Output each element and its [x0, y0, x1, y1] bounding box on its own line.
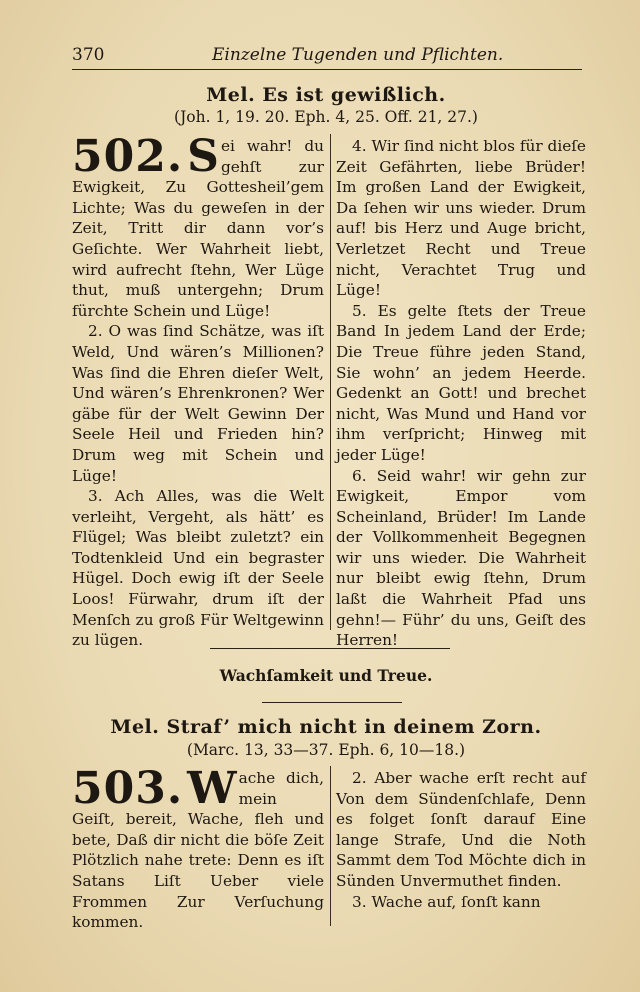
column-divider-502 — [330, 134, 331, 630]
hymn-503-references: (Marc. 13, 33—37. Eph. 6, 10—18.) — [186, 741, 466, 759]
hymn-502-stanza-5: 5. Es gelte ſtets der Treue Band In jedem Land der Erde; Die Treue führe jeden Stand, Sie wohn’ an jedem Heerde. Gedenkt an Gott! und brechet nicht, Was Mund und Hand vor ihm verſpricht; Hinweg mit jeder Lüge! — [336, 301, 586, 464]
hymn-503-number: 503. — [72, 763, 184, 814]
hymn-502-stanza-4: 4. Wir ſind nicht blos für dieſe Zeit Gefährten, liebe Brüder! Im großen Land der Ewigkeit, Da ſehen wir uns wieder. Drum auf! bis Herz und Auge bricht, Verletzet Recht und Treue nicht, Verachtet Trug und Lüge! — [336, 137, 586, 300]
hymn-502-number: 502. — [72, 131, 184, 182]
hymn-503-stanza-2: 2. Aber wache erſt recht auf Von dem Sündenſchlafe, Denn es folget ſonſt darauf Eine lange Strafe, Und die Noth Sammt dem Tod Möchte dich in Sünden Unvermuthet finden. — [336, 769, 586, 890]
page-header — [72, 40, 582, 70]
hymn-502-stanza-6: 6. Seid wahr! wir gehn zur Ewigkeit, Empor vom Scheinland, Brüder! Im Lande der Vollkommenheit Begegnen wir uns wieder. Die Wahrheit nur bleibt ewig ſtehn, Drum laßt die Wahrheit Pfad uns gehn!— Führ’ du uns, Geiſt des Herren! — [336, 466, 586, 650]
section-heading: Wachſamkeit und Treue. — [219, 666, 433, 685]
hymn-502-stanza-1-text: ei wahr! du gehſt zur Ewigkeit, Zu Gottesheil’gem Lichte; Was du geweſen in der Zeit, Tritt dir dann vor’s Geſichte. Wer Wahrheit liebt, wird aufrecht ſtehn, Wer Lüge thut, muß untergehn; Drum fürchte Schein und Lüge! — [72, 137, 324, 320]
page-number: 370 — [72, 45, 105, 65]
section-separator-rule — [210, 648, 450, 649]
hymn-502-right-column — [336, 136, 586, 651]
section-short-rule — [262, 702, 402, 703]
running-title: Einzelne Tugenden und Pflichten. — [212, 45, 504, 65]
hymn-503-melody: Mel. Straf’ mich nicht in deinem Zorn. — [110, 716, 542, 738]
hymn-502-stanza-2: 2. O was ſind Schätze, was iſt Weld, Und wären’s Millionen? Was ſind die Ehren dieſer Welt, Und wären’s Ehrenkronen? Wer gäbe für der Welt Gewinn Der Seele Heil und Frieden hin? Drum weg mit Schein und Lüge! — [72, 322, 324, 485]
hymn-503-stanza-1 — [72, 763, 324, 933]
hymn-502-dropcap: S — [187, 131, 219, 182]
hymn-503-dropcap: W — [187, 763, 237, 814]
column-divider-503 — [330, 766, 331, 926]
hymn-502-references: (Joh. 1, 19. 20. Eph. 4, 25. Off. 21, 27.) — [174, 108, 478, 126]
hymn-502-stanza-3: 3. Ach Alles, was die Welt verleiht, Vergeht, als hätt’ es Flügel; Was bleibt zuletzt? ein Todtenkleid Und ein begraster Hügel. Doch ewig iſt der Seele Loos! Fürwahr, drum iſt der Menſch zu groß Für Weltgewinn zu lügen. — [72, 487, 324, 650]
hymn-502-melody: Mel. Es ist gewißlich. — [206, 84, 446, 106]
header-rule — [72, 69, 582, 70]
hymn-503-left-column — [72, 763, 324, 933]
hymn-503-stanza-3-start: 3. Wache auf, ſonſt kann — [352, 892, 541, 911]
hymn-502-left-column — [72, 131, 324, 651]
hymn-503-stanza-1-text: ache dich, mein Geiſt, bereit, Wache, fleh und bete, Daß dir nicht die böſe Zeit Plötzlich nahe trete: Denn es iſt Satans Liſt Ueber viele Frommen Zur Verſuchung kommen. — [72, 769, 324, 932]
hymn-503-right-column — [336, 768, 586, 912]
hymn-502-stanza-1 — [72, 131, 324, 321]
